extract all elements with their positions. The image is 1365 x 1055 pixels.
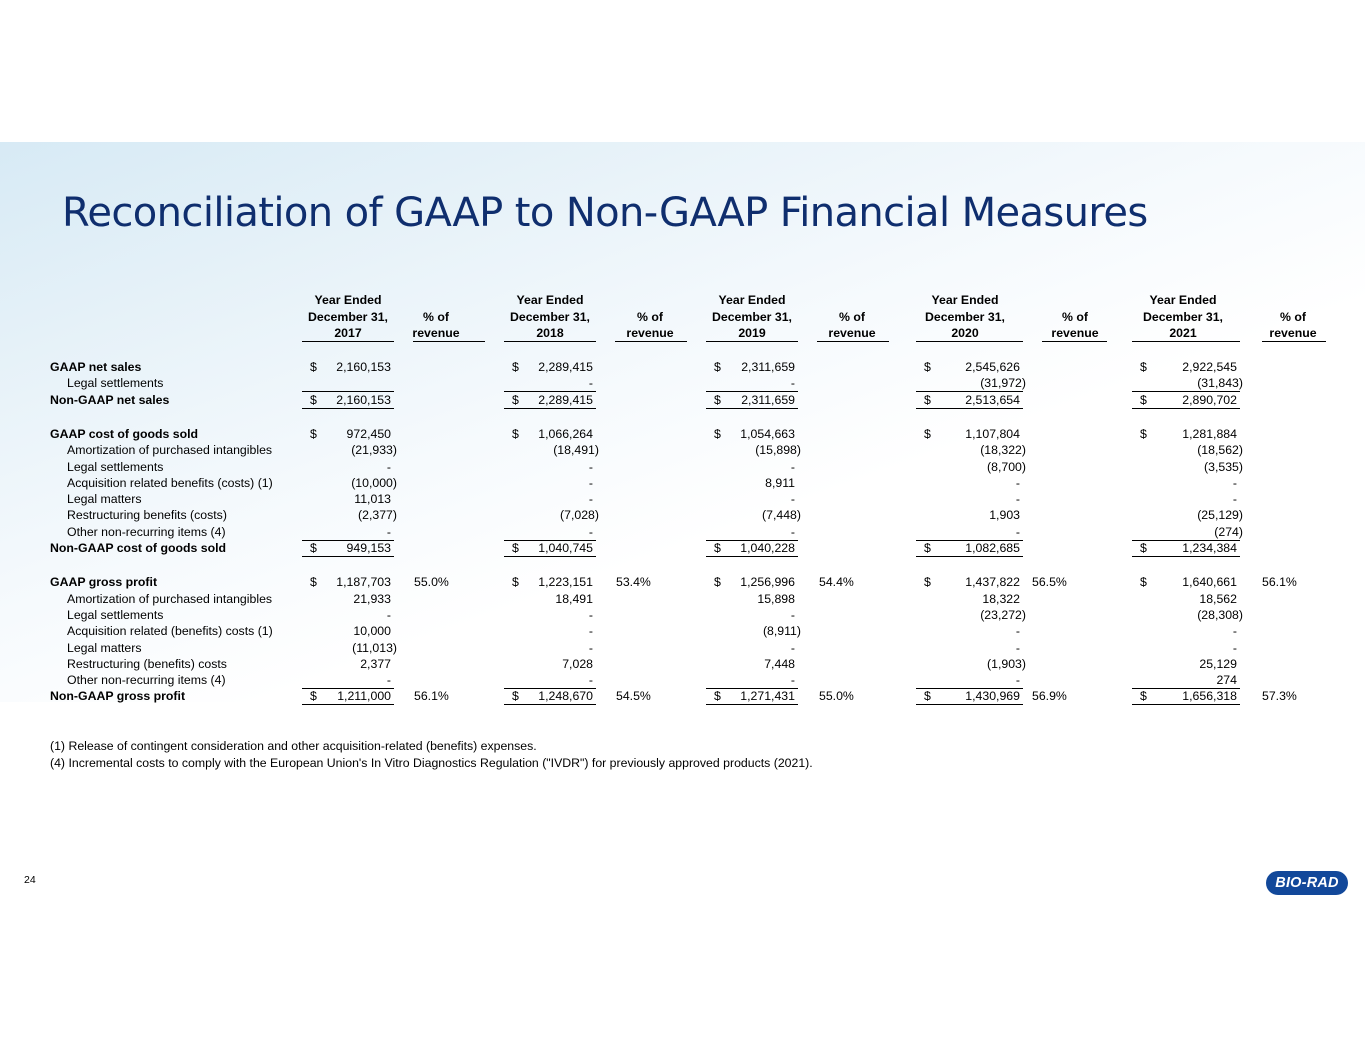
dollar-sign: $ — [1140, 360, 1147, 374]
table-cell-value: 2,377 — [360, 656, 391, 671]
table-cell-value: - — [1232, 624, 1237, 639]
row-label-bold: GAAP cost of goods sold — [50, 426, 199, 441]
row-label: Amortization of purchased intangibles — [67, 591, 273, 606]
table-cell-value: 1,248,670 — [538, 689, 593, 704]
table-cell-value: (274) — [1214, 524, 1243, 539]
table-cell-value: (2,377) — [358, 508, 397, 523]
table-cell-value: (7,028) — [560, 508, 599, 523]
table-cell-value: 2,160,153 — [336, 360, 391, 374]
table-cell-value: (21,933) — [351, 443, 397, 458]
table-cell-value: 18,491 — [555, 591, 593, 606]
dollar-sign: $ — [310, 426, 317, 441]
total-underline — [302, 556, 394, 557]
table-cell-value: 1,281,884 — [1182, 426, 1237, 441]
header-underline — [817, 341, 889, 342]
header-revenue: revenue — [1269, 326, 1317, 340]
header-revenue: revenue — [626, 326, 674, 340]
table-cell-value: - — [386, 524, 391, 539]
table-cell-value: - — [1015, 673, 1020, 688]
dollar-sign: $ — [310, 541, 317, 555]
row-label: Legal matters — [67, 640, 142, 655]
header-december-31: December 31, — [1143, 310, 1223, 324]
page-title: Reconciliation of GAAP to Non-GAAP Financial Measures — [62, 190, 1148, 236]
header-underline — [615, 341, 687, 342]
table-cell-value: 1,040,228 — [740, 541, 795, 555]
dollar-sign: $ — [924, 575, 931, 590]
table-cell-value: 1,903 — [989, 508, 1020, 523]
table-cell-value: 1,430,969 — [965, 689, 1020, 704]
table-cell-value: 2,311,659 — [741, 360, 795, 374]
row-label: Legal matters — [67, 492, 142, 507]
table-cell-value: - — [588, 376, 593, 391]
table-cell-value: (31,972) — [980, 376, 1026, 391]
table-cell-value: 1,211,000 — [337, 689, 391, 704]
table-cell-value: - — [588, 492, 593, 507]
header-year: 2020 — [951, 326, 979, 340]
table-cell-value: 1,054,663 — [740, 426, 795, 441]
pct-of-revenue: 54.5% — [616, 689, 651, 704]
dollar-sign: $ — [512, 360, 519, 374]
reconciliation-table — [48, 290, 1338, 710]
total-underline — [916, 556, 1023, 557]
dollar-sign: $ — [512, 541, 519, 555]
dollar-sign: $ — [714, 426, 721, 441]
row-label: Acquisition related benefits (costs) (1) — [67, 475, 273, 490]
total-underline — [504, 556, 596, 557]
dollar-sign: $ — [1140, 575, 1147, 590]
table-cell-value: 1,066,264 — [538, 426, 593, 441]
dollar-sign: $ — [924, 426, 931, 441]
table-cell-value: (15,898) — [755, 443, 801, 458]
header-pct-of: % of — [839, 310, 865, 324]
table-cell-value: 2,311,659 — [741, 392, 795, 407]
table-cell-value: - — [790, 607, 795, 622]
table-cell-value: 1,082,685 — [965, 541, 1020, 555]
table-cell-value: 2,160,153 — [336, 392, 391, 407]
total-underline — [916, 704, 1023, 705]
table-cell-value: - — [1015, 640, 1020, 655]
table-cell-value: 1,640,661 — [1182, 575, 1237, 590]
row-label: Amortization of purchased intangibles — [67, 443, 273, 458]
header-december-31: December 31, — [308, 310, 388, 324]
table-cell-value: - — [588, 673, 593, 688]
dollar-sign: $ — [310, 689, 317, 704]
row-label: Other non-recurring items (4) — [67, 524, 226, 539]
row-label-bold: Non-GAAP cost of goods sold — [50, 541, 227, 555]
row-label-bold: Non-GAAP gross profit — [50, 689, 186, 704]
header-underline — [1042, 341, 1107, 342]
table-cell-value: - — [386, 607, 391, 622]
row-label: Restructuring (benefits) costs — [67, 656, 227, 671]
table-cell-value: 1,256,996 — [740, 575, 795, 590]
header-year: 2021 — [1169, 326, 1197, 340]
table-cell-value: - — [588, 524, 593, 539]
row-label: Legal settlements — [67, 459, 164, 474]
table-cell-value: 949,153 — [346, 541, 391, 555]
table-cell-value: (28,308) — [1197, 607, 1243, 622]
table-cell-value: - — [1015, 475, 1020, 490]
row-label: Other non-recurring items (4) — [67, 673, 226, 688]
dollar-sign: $ — [512, 392, 519, 407]
table-cell-value: (25,129) — [1197, 508, 1243, 523]
dollar-sign: $ — [924, 392, 931, 407]
table-cell-value: (8,700) — [987, 459, 1026, 474]
row-label: Legal settlements — [67, 607, 164, 622]
dollar-sign: $ — [1140, 392, 1147, 407]
total-underline — [302, 408, 394, 409]
header-year-ended: Year Ended — [718, 293, 786, 307]
total-underline — [916, 408, 1023, 409]
row-label: Restructuring benefits (costs) — [67, 508, 227, 523]
total-underline — [504, 408, 596, 409]
dollar-sign: $ — [512, 426, 519, 441]
table-cell-value: - — [588, 640, 593, 655]
table-cell-value: 10,000 — [353, 624, 391, 639]
table-cell-value: 8,911 — [765, 475, 795, 490]
table-cell-value: - — [790, 376, 795, 391]
total-underline — [504, 704, 596, 705]
dollar-sign: $ — [512, 575, 519, 590]
table-cell-value: 1,187,703 — [336, 575, 391, 590]
total-underline — [706, 408, 798, 409]
pct-of-revenue: 53.4% — [616, 575, 651, 590]
table-cell-value: - — [790, 459, 795, 474]
table-cell-value: - — [1232, 492, 1237, 507]
table-cell-value: 2,890,702 — [1182, 392, 1237, 407]
header-year-ended: Year Ended — [931, 293, 999, 307]
row-label-bold: GAAP net sales — [50, 360, 142, 374]
table-cell-value: 18,322 — [982, 591, 1020, 606]
pct-of-revenue: 56.1% — [1262, 575, 1297, 590]
table-cell-value: 2,922,545 — [1182, 360, 1237, 374]
table-cell-value: 1,271,431 — [740, 689, 795, 704]
table-cell-value: (8,911) — [762, 624, 801, 639]
table-cell-value: 2,289,415 — [538, 360, 593, 374]
table-cell-value: (1,903) — [987, 656, 1026, 671]
dollar-sign: $ — [512, 689, 519, 704]
table-cell-value: - — [588, 607, 593, 622]
header-underline — [413, 341, 485, 342]
table-cell-value: 1,107,804 — [965, 426, 1020, 441]
table-cell-value: - — [790, 640, 795, 655]
dollar-sign: $ — [714, 392, 721, 407]
table-cell-value: 972,450 — [346, 426, 391, 441]
pct-of-revenue: 56.1% — [414, 689, 449, 704]
table-cell-value: 21,933 — [353, 591, 391, 606]
table-cell-value: - — [1232, 640, 1237, 655]
table-cell-value: 1,040,745 — [538, 541, 593, 555]
header-pct-of: % of — [423, 310, 449, 324]
table-cell-value: (7,448) — [762, 508, 801, 523]
pct-of-revenue: 55.0% — [414, 575, 449, 590]
table-cell-value: 2,289,415 — [538, 392, 593, 407]
dollar-sign: $ — [310, 392, 317, 407]
table-cell-value: 15,898 — [757, 591, 795, 606]
header-underline — [1132, 341, 1240, 342]
row-label: Acquisition related (benefits) costs (1) — [67, 624, 273, 639]
table-cell-value: (31,843) — [1197, 376, 1243, 391]
pct-of-revenue: 56.5% — [1032, 575, 1067, 590]
header-year-ended: Year Ended — [1149, 293, 1217, 307]
table-cell-value: - — [790, 673, 795, 688]
table-cell-value: 1,234,384 — [1182, 541, 1237, 555]
total-underline — [706, 704, 798, 705]
table-cell-value: - — [588, 459, 593, 474]
pct-of-revenue: 55.0% — [819, 689, 854, 704]
header-year-ended: Year Ended — [314, 293, 382, 307]
table-cell-value: 7,448 — [764, 656, 795, 671]
table-cell-value: - — [386, 673, 391, 688]
total-underline — [302, 704, 394, 705]
table-cell-value: 18,562 — [1199, 591, 1237, 606]
table-cell-value: 274 — [1216, 673, 1237, 688]
page-number: 24 — [24, 874, 36, 886]
row-label-bold: Non-GAAP net sales — [50, 392, 170, 407]
header-revenue: revenue — [412, 326, 460, 340]
table-cell-value: (3,535) — [1204, 459, 1243, 474]
header-underline — [1262, 341, 1326, 342]
dollar-sign: $ — [1140, 689, 1147, 704]
header-year-ended: Year Ended — [516, 293, 584, 307]
row-label: Legal settlements — [67, 376, 164, 391]
table-cell-value: 1,656,318 — [1182, 689, 1237, 704]
header-underline — [916, 341, 1023, 342]
dollar-sign: $ — [924, 541, 931, 555]
table-cell-value: (10,000) — [351, 475, 397, 490]
row-label-bold: GAAP gross profit — [50, 575, 158, 590]
header-revenue: revenue — [1051, 326, 1099, 340]
table-cell-value: 1,223,151 — [538, 575, 593, 590]
dollar-sign: $ — [1140, 426, 1147, 441]
total-underline — [1132, 556, 1240, 557]
dollar-sign: $ — [714, 541, 721, 555]
header-december-31: December 31, — [510, 310, 590, 324]
dollar-sign: $ — [714, 360, 721, 374]
table-cell-value: - — [790, 524, 795, 539]
table-cell-value: (23,272) — [980, 607, 1026, 622]
dollar-sign: $ — [1140, 541, 1147, 555]
table-cell-value: 7,028 — [562, 656, 593, 671]
header-december-31: December 31, — [925, 310, 1005, 324]
header-december-31: December 31, — [712, 310, 792, 324]
table-cell-value: - — [790, 492, 795, 507]
table-cell-value: 1,437,822 — [965, 575, 1020, 590]
table-cell-value: - — [1015, 524, 1020, 539]
table-cell-value: - — [1232, 475, 1237, 490]
table-cell-value: 25,129 — [1199, 656, 1237, 671]
header-revenue: revenue — [828, 326, 876, 340]
pct-of-revenue: 56.9% — [1032, 689, 1067, 704]
table-cell-value: 2,545,626 — [965, 360, 1020, 374]
table-cell-value: - — [1015, 492, 1020, 507]
header-pct-of: % of — [1280, 310, 1306, 324]
table-cell-value: (11,013) — [352, 640, 397, 655]
dollar-sign: $ — [714, 575, 721, 590]
pct-of-revenue: 54.4% — [819, 575, 854, 590]
total-underline — [706, 556, 798, 557]
header-underline — [706, 341, 798, 342]
header-pct-of: % of — [1062, 310, 1088, 324]
dollar-sign: $ — [714, 689, 721, 704]
table-cell-value: 11,013 — [354, 492, 391, 507]
dollar-sign: $ — [310, 360, 317, 374]
dollar-sign: $ — [924, 360, 931, 374]
header-underline — [302, 341, 394, 342]
header-year: 2017 — [334, 326, 362, 340]
table-cell-value: - — [1015, 624, 1020, 639]
dollar-sign: $ — [310, 575, 317, 590]
header-year: 2018 — [536, 326, 564, 340]
total-underline — [1132, 408, 1240, 409]
footnote-1: (1) Release of contingent consideration and other acquisition-related (benefits) expenses. — [50, 739, 537, 753]
pct-of-revenue: 57.3% — [1262, 689, 1297, 704]
total-underline — [1132, 704, 1240, 705]
table-cell-value: (18,322) — [980, 443, 1026, 458]
header-underline — [504, 341, 596, 342]
header-year: 2019 — [738, 326, 766, 340]
table-cell-value: - — [588, 624, 593, 639]
dollar-sign: $ — [924, 689, 931, 704]
header-pct-of: % of — [637, 310, 663, 324]
table-cell-value: - — [386, 459, 391, 474]
table-cell-value: (18,491) — [553, 443, 599, 458]
table-cell-value: (18,562) — [1197, 443, 1243, 458]
bio-rad-logo: BIO-RAD — [1266, 871, 1348, 895]
footnote-4: (4) Incremental costs to comply with the European Union's In Vitro Diagnostics Regulation ("IVDR") for previously approved products (2021). — [50, 756, 813, 770]
table-cell-value: 2,513,654 — [965, 392, 1020, 407]
table-cell-value: - — [588, 475, 593, 490]
